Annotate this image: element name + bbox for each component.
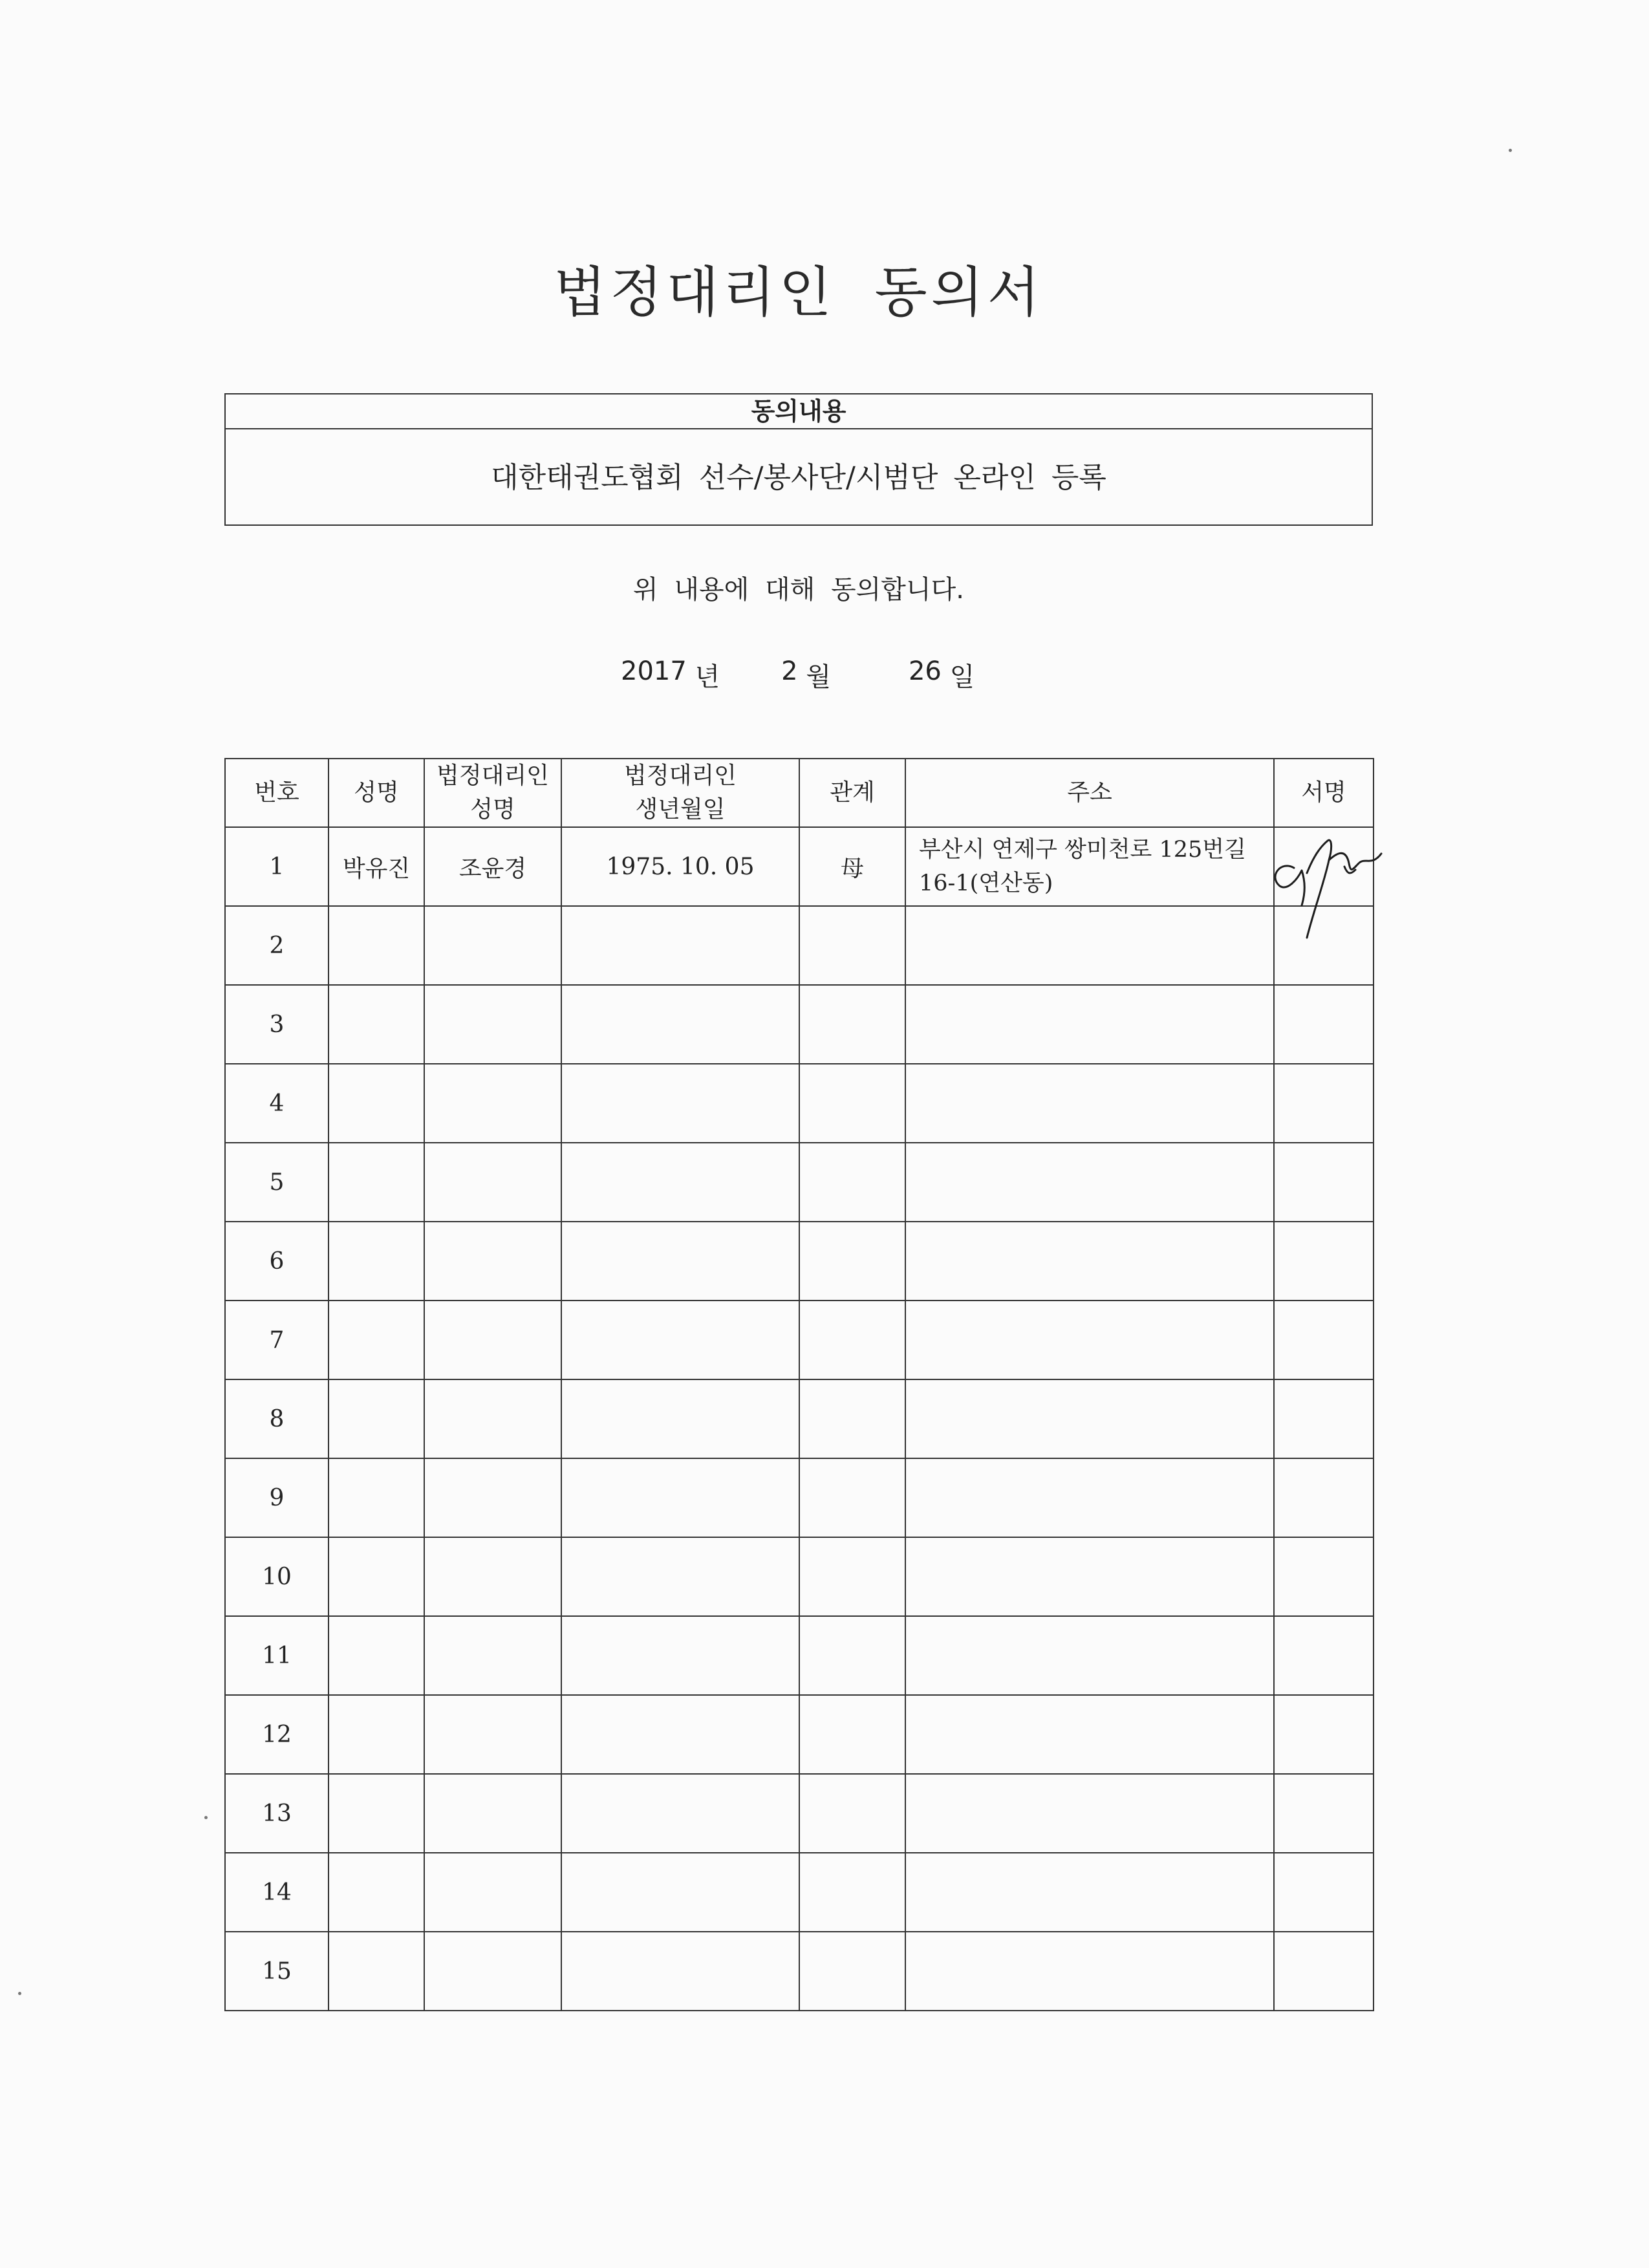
date-year: 2017 xyxy=(621,656,687,686)
row-number: 6 xyxy=(225,1222,329,1301)
header-signature: 서명 xyxy=(1274,759,1374,827)
table-row xyxy=(225,985,1374,1064)
table-row xyxy=(225,1695,1374,1774)
row-number: 4 xyxy=(225,1064,329,1143)
row-name: 박유진 xyxy=(329,827,424,906)
document-title: 법정대리인 동의서 xyxy=(554,261,1044,324)
table-row xyxy=(225,1537,1374,1616)
row-number: 3 xyxy=(225,985,329,1064)
table-row xyxy=(225,827,1374,906)
header-relation: 관계 xyxy=(799,759,905,827)
handwritten-signature xyxy=(1268,808,1391,951)
table-row xyxy=(225,1774,1374,1853)
header-guardian-name: 법정대리인 성명 xyxy=(424,759,561,827)
table-row xyxy=(225,1853,1374,1932)
table-row xyxy=(225,1458,1374,1537)
scan-speck xyxy=(204,1816,208,1819)
row-number: 1 xyxy=(225,827,329,906)
row-guardian-birth: 1975. 10. 05 xyxy=(561,827,799,906)
consent-box xyxy=(224,393,1373,526)
row-signature xyxy=(1274,827,1374,906)
table-row xyxy=(225,906,1374,985)
row-relation: 母 xyxy=(799,827,905,906)
scan-speck xyxy=(18,1992,21,1995)
guardian-table xyxy=(224,758,1374,2011)
row-number: 13 xyxy=(225,1774,329,1853)
header-name: 성명 xyxy=(329,759,424,827)
row-address: 부산시 연제구 쌍미천로 125번길 16-1(연산동) xyxy=(905,827,1274,906)
consent-header: 동의내용 xyxy=(226,394,1372,429)
row-number: 15 xyxy=(225,1932,329,2011)
table-row xyxy=(225,1222,1374,1301)
row-number: 7 xyxy=(225,1301,329,1379)
table-row xyxy=(225,1064,1374,1143)
row-number: 8 xyxy=(225,1379,329,1458)
header-number: 번호 xyxy=(225,759,329,827)
table-header-row xyxy=(225,759,1374,827)
date-month: 2 xyxy=(781,656,798,686)
table-row xyxy=(225,1932,1374,2011)
header-address: 주소 xyxy=(905,759,1274,827)
row-guardian-name: 조윤경 xyxy=(424,827,561,906)
date-month-unit: 월 xyxy=(806,662,831,692)
date-year-unit: 년 xyxy=(695,662,720,692)
table-row xyxy=(225,1616,1374,1695)
date-day-unit: 일 xyxy=(949,662,975,692)
agreement-statement: 위 내용에 대해 동의합니다. xyxy=(633,575,964,605)
consent-text: 대한태권도협회 선수/봉사단/시범단 온라인 등록 xyxy=(491,461,1106,494)
row-number: 10 xyxy=(225,1537,329,1616)
row-number: 5 xyxy=(225,1143,329,1222)
row-number: 2 xyxy=(225,906,329,985)
table-row xyxy=(225,1301,1374,1379)
row-number: 9 xyxy=(225,1458,329,1537)
row-number: 11 xyxy=(225,1616,329,1695)
scan-speck xyxy=(1509,149,1512,152)
header-guardian-birth: 법정대리인 생년월일 xyxy=(561,759,799,827)
table-row xyxy=(225,1379,1374,1458)
date-line xyxy=(621,656,975,693)
date-day: 26 xyxy=(908,656,942,686)
row-number: 14 xyxy=(225,1853,329,1932)
row-number: 12 xyxy=(225,1695,329,1774)
table-row xyxy=(225,1143,1374,1222)
